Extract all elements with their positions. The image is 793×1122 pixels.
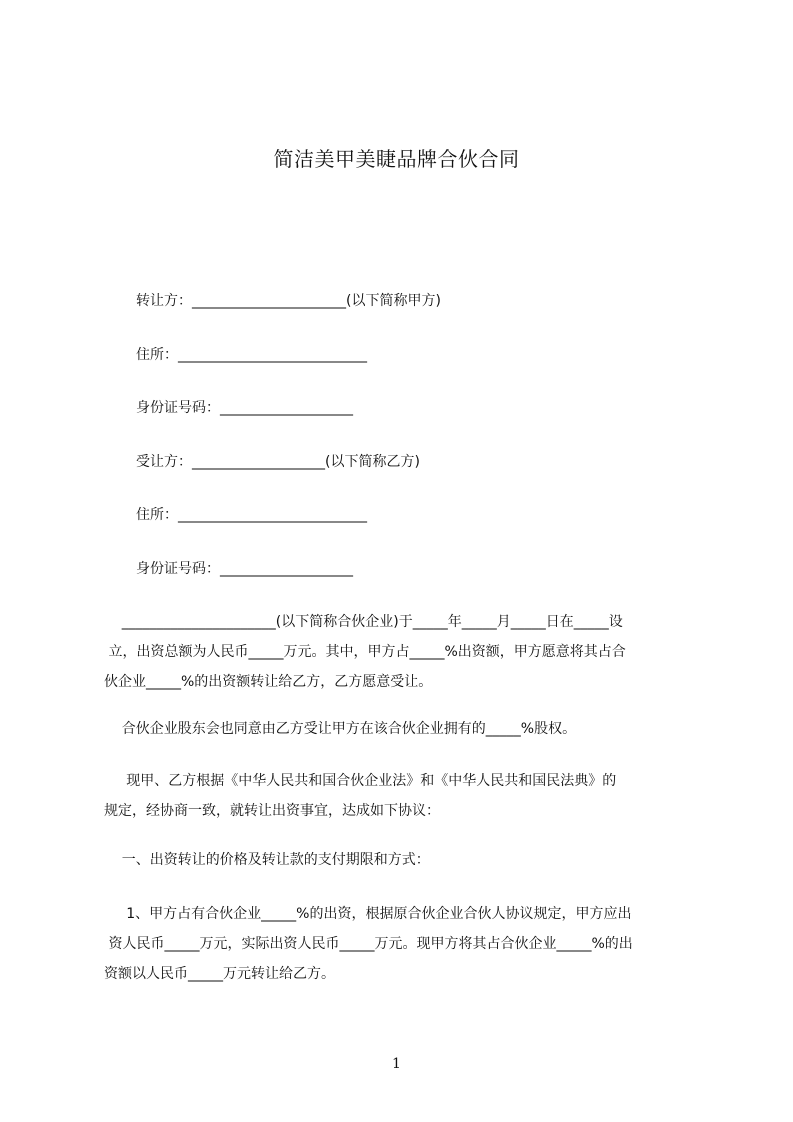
- paragraph-line: 资人民币_____万元，实际出资人民币_____万元。现甲方将其占合伙企业_____%的出: [104, 936, 633, 952]
- paragraph-line: 立，出资总额为人民币_____万元。其中，甲方占_____%出资额，甲方愿意将其占合: [104, 644, 626, 660]
- paragraph-line: 现甲、乙方根据《中华人民共和国合伙企业法》和《中华人民共和国民法典》的: [104, 773, 617, 789]
- transferee-field: 受让方：___________________(以下简称乙方): [136, 454, 420, 470]
- paragraph-legal-basis: [104, 766, 704, 826]
- transferor-field: 转让方：______________________(以下简称甲方): [136, 293, 441, 309]
- paragraph-line: 资额以人民币_____万元转让给乙方。: [104, 966, 335, 982]
- transferor-address-field: 住所：___________________________: [136, 347, 367, 363]
- paragraph-line: 规定，经协商一致，就转让出资事宜，达成如下协议：: [104, 803, 440, 819]
- paragraph-line: 1、甲方占有合伙企业_____%的出资，根据原合伙企业合伙人协议规定，甲方应出: [104, 906, 632, 922]
- paragraph-enterprise-intro: [104, 607, 704, 697]
- section-heading-text: 一、出资转让的价格及转让款的支付期限和方式：: [104, 852, 430, 868]
- paragraph-clause-1: [104, 899, 704, 989]
- paragraph-shareholder-consent: [104, 714, 704, 744]
- paragraph-line: 合伙企业股东会也同意由乙方受让甲方在该合伙企业拥有的_____%股权。: [104, 721, 577, 737]
- transferee-address-field: 住所：___________________________: [136, 507, 367, 523]
- transferor-id-field: 身份证号码：___________________: [136, 400, 353, 416]
- paragraph-line: ______________________(以下简称合伙企业)于_____年_____月_____日在_____设: [104, 614, 623, 630]
- transferee-id-field: 身份证号码：___________________: [136, 561, 353, 577]
- page-number: 1: [392, 1056, 401, 1072]
- document-title: 简洁美甲美睫品牌合伙合同: [273, 147, 520, 171]
- paragraph-line: 伙企业_____%的出资额转让给乙方，乙方愿意受让。: [104, 674, 433, 690]
- section-heading-price-payment: [104, 845, 704, 875]
